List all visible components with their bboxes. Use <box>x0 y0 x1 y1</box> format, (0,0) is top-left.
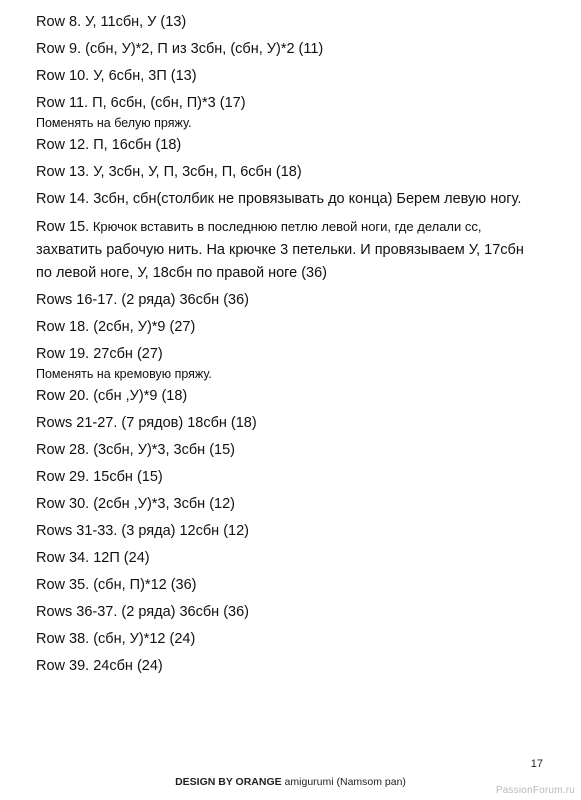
pattern-row <box>36 658 571 675</box>
pattern-row <box>36 292 571 309</box>
row-label: Row 8. <box>36 14 82 30</box>
row-continuation: захватить рабочую нить. На крючке 3 петельки. И провязываем У, 17сбн <box>36 242 524 258</box>
row-instructions: 24сбн (24) <box>89 658 163 674</box>
pattern-row <box>36 14 571 31</box>
row-label: Row 11. <box>36 95 89 111</box>
pattern-row <box>36 604 571 621</box>
row-label: Row 18. <box>36 319 90 335</box>
row-instructions: У, 3сбн, У, П, 3сбн, П, 6сбн (18) <box>89 164 302 180</box>
row-label: Rows 31-33. <box>36 523 118 539</box>
row-label: Rows 36-37. <box>36 604 118 620</box>
pattern-rows <box>36 14 571 675</box>
pattern-row <box>36 319 571 336</box>
row-instructions: (2сбн ,У)*3, 3сбн (12) <box>89 496 235 512</box>
row-instructions: (2 ряда) 36сбн (36) <box>117 604 249 620</box>
pattern-row <box>36 550 571 567</box>
row-instructions: 15сбн (15) <box>89 469 163 485</box>
row-continuation: по левой ноге, У, 18сбн по правой ноге (36) <box>36 265 328 281</box>
row-label: Row 19. <box>36 346 90 362</box>
row-label: Row 29. <box>36 469 90 485</box>
pattern-row <box>36 442 571 459</box>
pattern-row <box>36 41 571 58</box>
pattern-row <box>36 631 571 648</box>
pattern-row <box>36 164 571 181</box>
row-instructions: У, 6сбн, 3П (13) <box>89 68 197 84</box>
row-instructions: (2сбн, У)*9 (27) <box>89 319 196 335</box>
pattern-row <box>36 496 571 513</box>
pattern-row <box>36 68 571 85</box>
row-label: Row 13. <box>36 164 90 180</box>
footer-credit <box>0 776 581 788</box>
watermark: PassionForum.ru <box>495 785 575 796</box>
row-label: Row 39. <box>36 658 90 674</box>
pattern-row <box>36 346 571 363</box>
row-instructions: (сбн, П)*12 (36) <box>89 577 197 593</box>
row-instructions: (сбн ,У)*9 (18) <box>89 388 188 404</box>
row-label: Row 9. <box>36 41 82 57</box>
row-instructions: (3 ряда) 12сбн (12) <box>117 523 249 539</box>
pattern-row <box>36 137 571 154</box>
yarn-change-note: Поменять на кремовую пряжу. <box>36 367 212 381</box>
pattern-row <box>36 415 571 432</box>
row-instructions: П, 16сбн (18) <box>89 137 182 153</box>
pattern-row <box>36 95 571 112</box>
pattern-row <box>36 191 571 208</box>
row-label: Row 35. <box>36 577 90 593</box>
row-instructions: (сбн, У)*2, П из 3сбн, (сбн, У)*2 (11) <box>81 41 324 57</box>
pattern-row <box>36 388 571 405</box>
row-instructions: (2 ряда) 36сбн (36) <box>117 292 249 308</box>
row-instructions: 27сбн (27) <box>89 346 163 362</box>
row-label: Row 30. <box>36 496 90 512</box>
row-label: Row 28. <box>36 442 90 458</box>
row-instructions: (7 рядов) 18сбн (18) <box>117 415 257 431</box>
row-instructions: (3сбн, У)*3, 3сбн (15) <box>89 442 235 458</box>
row-label: Row 20. <box>36 388 90 404</box>
row-instructions: (сбн, У)*12 (24) <box>89 631 196 647</box>
row-instructions: 3сбн, сбн(столбик не провязывать до конца) Берем левую ногу. <box>89 191 522 207</box>
yarn-change-note: Поменять на белую пряжу. <box>36 116 192 130</box>
row-instructions: 12П (24) <box>89 550 150 566</box>
footer-designer: DESIGN BY ORANGE <box>175 776 282 788</box>
pattern-row <box>36 218 571 236</box>
row-label: Row 14. <box>36 191 90 207</box>
pattern-row <box>36 469 571 486</box>
row-label: Rows 16-17. <box>36 292 118 308</box>
page-number: 17 <box>530 758 543 770</box>
row-label: Rows 21-27. <box>36 415 118 431</box>
row-label: Row 12. <box>36 137 90 153</box>
footer-pattern-name: amigurumi (Namsom pan) <box>281 776 406 788</box>
pattern-row <box>36 577 571 594</box>
row-label: Row 15. <box>36 219 90 235</box>
row-instructions: П, 6сбн, (сбн, П)*3 (17) <box>88 95 246 111</box>
pattern-row <box>36 523 571 540</box>
row-label: Row 38. <box>36 631 90 647</box>
row-label: Row 10. <box>36 68 90 84</box>
row-instructions: У, 11сбн, У (13) <box>81 14 187 30</box>
row-label: Row 34. <box>36 550 90 566</box>
row-instructions: Крючок вставить в последнюю петлю левой ноги, где делали сс, <box>89 219 482 234</box>
